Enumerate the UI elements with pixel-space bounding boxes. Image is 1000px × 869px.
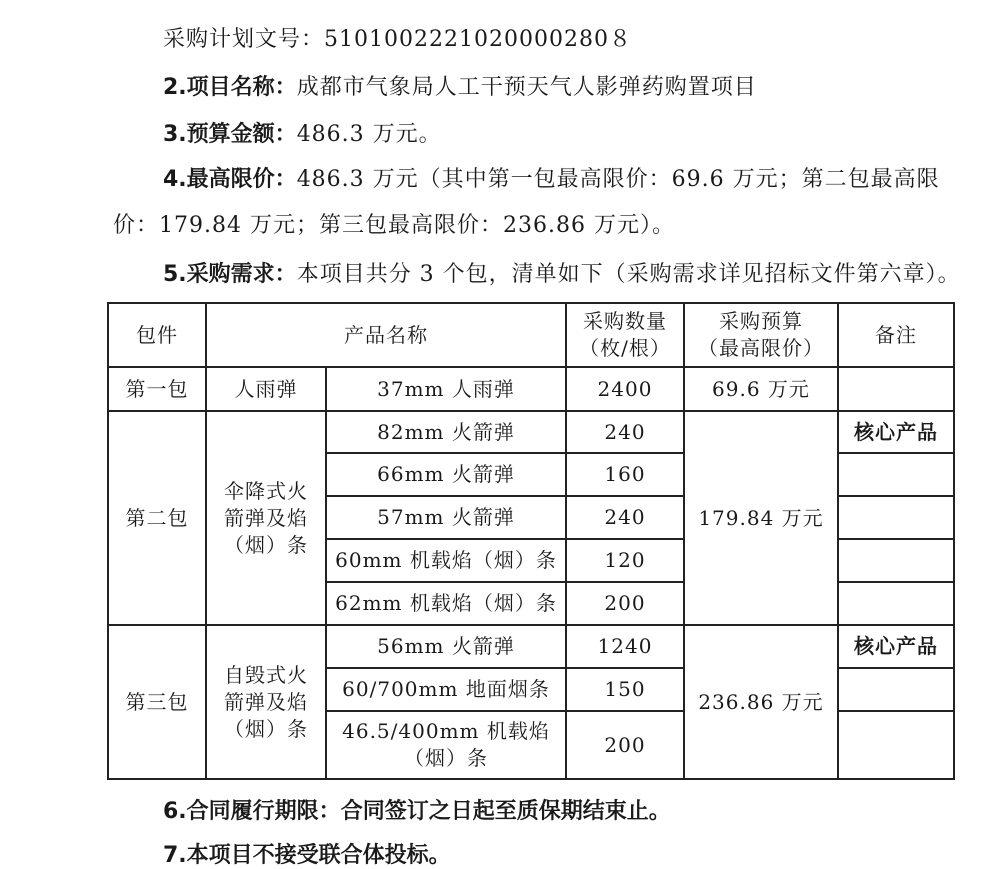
table-header-row bbox=[108, 303, 954, 367]
header-budget-line1: 采购预算 bbox=[719, 309, 803, 333]
plan-number-value: 5101002221020000280８ bbox=[324, 27, 632, 52]
item6-label: 合同履行期限： bbox=[186, 799, 341, 824]
table-row bbox=[108, 625, 954, 668]
pkg2-note bbox=[838, 582, 954, 625]
pkg3-qty: 1240 bbox=[566, 625, 684, 668]
pkg1-category: 人雨弹 bbox=[206, 367, 326, 411]
pkg3-category bbox=[206, 625, 326, 779]
pkg3-category-line3: （烟）条 bbox=[224, 716, 308, 741]
max-price-line-2 bbox=[113, 208, 675, 239]
pkg3-product: 60/700mm 地面烟条 bbox=[326, 668, 566, 711]
item3-num: 3. bbox=[163, 122, 187, 147]
item4-label: 最高限价： bbox=[186, 167, 297, 192]
pkg3-qty: 150 bbox=[566, 668, 684, 711]
pkg2-note-core: 核心产品 bbox=[838, 411, 954, 453]
item2-value: 成都市气象局人工干预天气人影弹药购置项目 bbox=[296, 75, 757, 100]
table-row bbox=[108, 367, 954, 411]
pkg2-qty: 200 bbox=[566, 582, 684, 625]
item5-num: 5. bbox=[163, 262, 187, 287]
pkg2-product: 57mm 火箭弹 bbox=[326, 496, 566, 539]
header-quantity-line1: 采购数量 bbox=[583, 309, 667, 333]
item6-num: 6. bbox=[163, 799, 187, 824]
pkg1-note bbox=[838, 367, 954, 411]
pkg2-product: 62mm 机载焰（烟）条 bbox=[326, 582, 566, 625]
pkg2-qty: 240 bbox=[566, 411, 684, 453]
item2-num: 2. bbox=[163, 75, 187, 100]
pkg2-note bbox=[838, 453, 954, 496]
pkg2-note bbox=[838, 539, 954, 582]
contract-period-line bbox=[163, 794, 671, 825]
item4-num: 4. bbox=[163, 167, 187, 192]
pkg1-budget: 69.6 万元 bbox=[684, 367, 838, 411]
pkg3-product: 56mm 火箭弹 bbox=[326, 625, 566, 668]
pkg2-note bbox=[838, 496, 954, 539]
pkg2-label: 第二包 bbox=[108, 411, 206, 625]
pkg3-label: 第三包 bbox=[108, 625, 206, 779]
pkg2-budget: 179.84 万元 bbox=[684, 411, 838, 625]
header-note: 备注 bbox=[838, 303, 954, 367]
pkg2-qty: 120 bbox=[566, 539, 684, 582]
pkg2-product: 82mm 火箭弹 bbox=[326, 411, 566, 453]
item3-label: 预算金额： bbox=[186, 122, 297, 147]
pkg2-product: 60mm 机载焰（烟）条 bbox=[326, 539, 566, 582]
pkg2-product: 66mm 火箭弹 bbox=[326, 453, 566, 496]
pkg2-category-line2: 箭弹及焰 bbox=[224, 505, 308, 530]
plan-number-label: 采购计划文号： bbox=[163, 27, 325, 52]
item5-value: 本项目共分 3 个包，清单如下（采购需求详见招标文件第六章）。 bbox=[296, 262, 961, 287]
item7-num: 7. bbox=[163, 843, 187, 868]
pkg3-product bbox=[326, 711, 566, 779]
pkg2-qty: 240 bbox=[566, 496, 684, 539]
item7-text: 本项目不接受联合体投标。 bbox=[186, 843, 451, 868]
pkg2-category bbox=[206, 411, 326, 625]
table-row bbox=[108, 411, 954, 453]
plan-number-line bbox=[163, 22, 632, 53]
pkg3-qty: 200 bbox=[566, 711, 684, 779]
requirements-line bbox=[163, 257, 961, 288]
header-budget-line2: （最高限价） bbox=[698, 336, 824, 360]
pkg3-note-core: 核心产品 bbox=[838, 625, 954, 668]
header-budget bbox=[684, 303, 838, 367]
pkg1-product: 37mm 人雨弹 bbox=[326, 367, 566, 411]
pkg2-category-line1: 伞降式火 bbox=[224, 478, 308, 503]
pkg1-qty: 2400 bbox=[566, 367, 684, 411]
project-name-line bbox=[163, 70, 757, 101]
header-package: 包件 bbox=[108, 303, 206, 367]
pkg1-label: 第一包 bbox=[108, 367, 206, 411]
item4-value2: 价：179.84 万元；第三包最高限价：236.86 万元）。 bbox=[113, 213, 675, 238]
pkg3-product-line2: （烟）条 bbox=[404, 746, 488, 770]
item5-label: 采购需求： bbox=[186, 262, 297, 287]
procurement-table bbox=[107, 302, 955, 780]
pkg2-category-line3: （烟）条 bbox=[224, 532, 308, 557]
header-product-name: 产品名称 bbox=[206, 303, 566, 367]
item2-label: 项目名称： bbox=[186, 75, 297, 100]
item6-value: 合同签订之日起至质保期结束止。 bbox=[340, 799, 671, 824]
pkg3-note bbox=[838, 711, 954, 779]
budget-line bbox=[163, 117, 442, 148]
header-quantity bbox=[566, 303, 684, 367]
pkg3-budget: 236.86 万元 bbox=[684, 625, 838, 779]
item3-value: 486.3 万元。 bbox=[296, 122, 442, 147]
header-quantity-line2: （枚/根） bbox=[579, 336, 671, 360]
pkg3-category-line2: 箭弹及焰 bbox=[224, 689, 308, 714]
consortium-line bbox=[163, 838, 451, 869]
pkg3-note bbox=[838, 668, 954, 711]
pkg3-product-line1: 46.5/400mm 机载焰 bbox=[342, 719, 550, 743]
pkg3-category-line1: 自毁式火 bbox=[224, 662, 308, 687]
pkg2-qty: 160 bbox=[566, 453, 684, 496]
max-price-line bbox=[163, 162, 940, 193]
item4-value1: 486.3 万元（其中第一包最高限价：69.6 万元；第二包最高限 bbox=[296, 167, 940, 192]
